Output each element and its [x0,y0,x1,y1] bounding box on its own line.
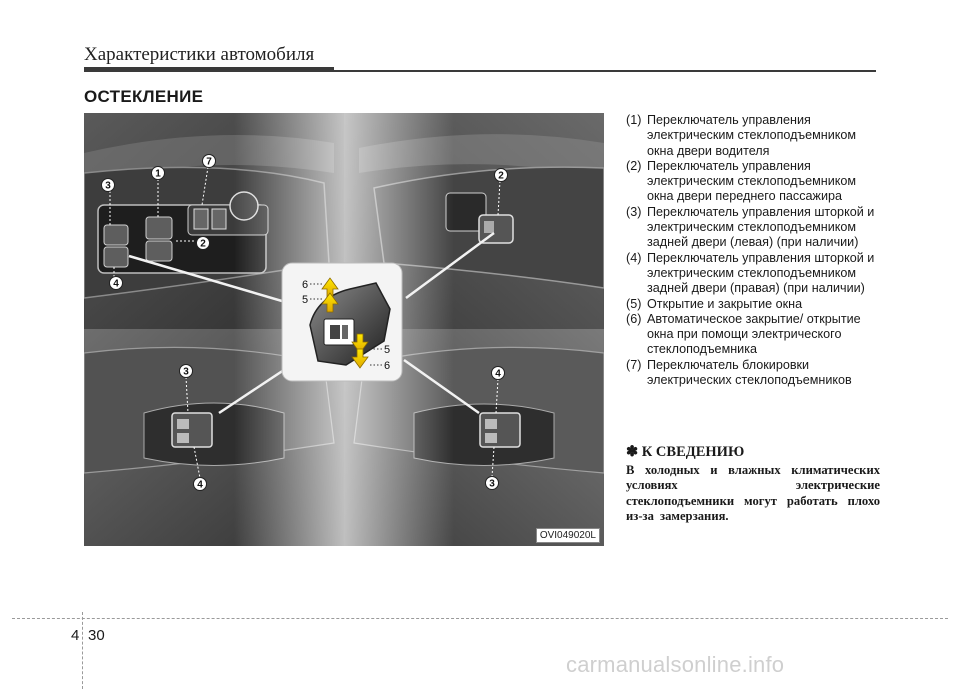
legend-item [626,358,880,389]
legend-text: Переключатель блокировки электрических стеклоподъемников [647,357,852,388]
legend-text: Автоматическое закрытие/ открытие окна при помощи электрического стеклоподъемника [647,311,861,357]
door-panels-illustration [84,113,604,546]
page-number: 30 [88,627,105,644]
legend-text: Переключатель управления электрическим стеклоподъемником окна двери переднего пассажира [647,158,857,204]
callout-tr-2: 2 [498,170,504,182]
header-rule-thick [84,67,334,72]
legend-item [626,251,880,297]
callout-center-up-1: 6 [302,279,309,291]
callout-bl-3: 3 [183,366,189,378]
callout-tl-2: 2 [200,238,206,250]
legend-item [626,113,880,159]
callout-center-down-1: 5 [384,344,391,356]
running-head: Характеристики автомобиля [84,44,315,65]
legend-num: (2) [626,158,642,173]
note-mark-icon: ✽ [626,444,639,460]
section-title: ОСТЕКЛЕНИЕ [84,87,204,106]
legend-text: Переключатель управления шторкой и электрическим стеклоподъемником задней двери (правая) (при наличии) [647,250,875,296]
legend-text: Открытие и закрытие окна [647,296,803,311]
footer-vertical-rule [82,612,83,689]
legend-item [626,312,880,358]
note-heading [626,444,744,461]
header-rule-thin [334,70,876,72]
legend-num: (5) [626,296,642,311]
note-body: В холодных и влажных климатических условиях электрические стеклоподъемники могут работать плохо из-за замерзания. [626,463,880,523]
legend-list [626,113,880,388]
legend-num: (6) [626,311,642,326]
legend-text: Переключатель управления электрическим стеклоподъемником окна двери водителя [647,113,857,158]
window-switches-figure [84,113,604,546]
callout-tl-3: 3 [105,180,111,192]
legend-num: (7) [626,357,642,372]
callout-center-up-2: 5 [302,294,309,306]
legend-item [626,159,880,205]
watermark: carmanualsonline.info [566,652,785,677]
legend-item [626,205,880,251]
legend-item [626,297,880,312]
legend-num: (4) [626,250,642,265]
legend-num: (3) [626,204,642,219]
callout-bl-4: 4 [197,479,203,491]
footer-rule [12,618,948,619]
callout-br-4: 4 [495,368,501,380]
chapter-number: 4 [71,627,80,644]
callout-center-down-2: 6 [384,360,391,372]
legend-text: Переключатель управления шторкой и электрическим стеклоподъемником задней двери (левая) (при наличии) [647,204,875,250]
callout-tl-1: 1 [155,168,161,180]
figure-code: OVI049020L [536,528,600,543]
callout-tl-4: 4 [113,278,119,290]
callout-br-3: 3 [489,478,495,490]
legend-num: (1) [626,113,642,127]
note-title: К СВЕДЕНИЮ [641,444,745,460]
callout-tl-7: 7 [206,156,212,168]
